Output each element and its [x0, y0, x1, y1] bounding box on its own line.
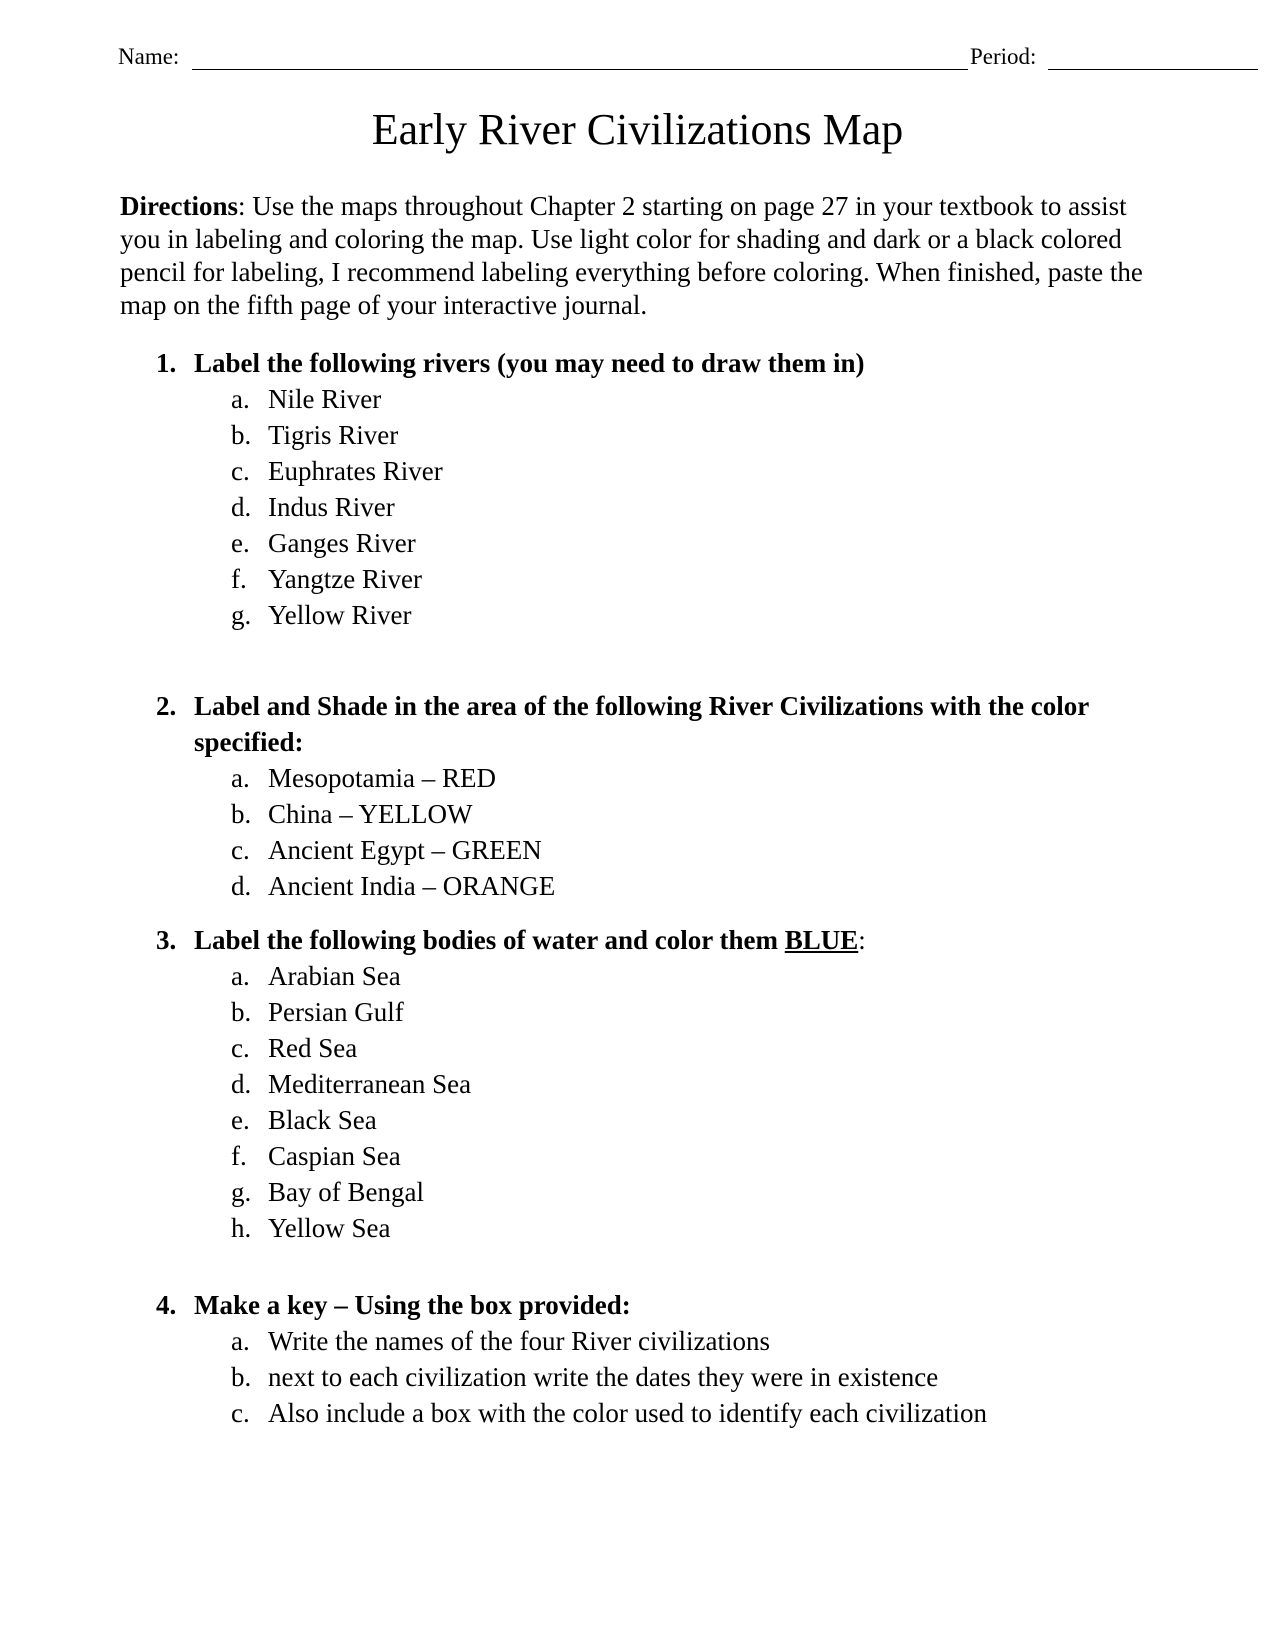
item-text: Arabian Sea [268, 961, 401, 991]
list-item [150, 1066, 1150, 1102]
item-letter: c. [231, 1033, 250, 1063]
item-text: Mediterranean Sea [268, 1069, 472, 1099]
section-rivers [150, 345, 1150, 633]
directions-paragraph [120, 190, 1170, 322]
heading-suffix: : [858, 925, 866, 955]
list-item [150, 561, 1150, 597]
item-text: Euphrates River [268, 456, 443, 486]
period-label: Period: [970, 44, 1037, 69]
item-text: Black Sea [268, 1105, 377, 1135]
section-civilizations [150, 688, 1150, 904]
list-item [150, 1359, 1150, 1395]
item-letter: f. [231, 564, 247, 594]
item-letter: a. [231, 384, 250, 414]
list-item [150, 1210, 1150, 1246]
key-instructions-list [150, 1323, 1150, 1431]
list-item [150, 597, 1150, 633]
item-text: Persian Gulf [268, 997, 404, 1027]
list-item [150, 868, 1150, 904]
item-letter: d. [231, 1069, 252, 1099]
blue-emphasis: BLUE [784, 925, 859, 955]
list-item [150, 525, 1150, 561]
water-bodies-list [150, 958, 1150, 1246]
item-letter: d. [231, 492, 252, 522]
section-heading-text: Label the following rivers (you may need to draw them in) [194, 348, 865, 378]
item-text: Indus River [268, 492, 395, 522]
section-heading [150, 922, 1150, 958]
item-letter: h. [231, 1213, 252, 1243]
item-letter: a. [231, 961, 250, 991]
list-item [150, 1030, 1150, 1066]
item-letter: a. [231, 763, 250, 793]
section-heading [150, 1287, 1150, 1323]
page-title: Early River Civilizations Map [371, 105, 904, 154]
list-item [150, 994, 1150, 1030]
item-letter: b. [231, 1362, 252, 1392]
section-number: 2. [156, 691, 177, 721]
item-letter: g. [231, 600, 252, 630]
civilizations-list [150, 760, 1150, 904]
directions-text: : Use the maps throughout Chapter 2 starting on page 27 in your textbook to assist you in labeling and coloring the map. Use light color for shading and dark or a black colored pencil for labeling, I recommend labeling everything before coloring. When finished, paste the map on the fifth page of your interactive journal. [120, 191, 1143, 320]
item-text: Yellow Sea [268, 1213, 391, 1243]
item-text: Ancient India – ORANGE [268, 871, 556, 901]
item-text: Mesopotamia – RED [268, 763, 496, 793]
list-item [150, 796, 1150, 832]
item-letter: g. [231, 1177, 252, 1207]
list-item [150, 1323, 1150, 1359]
list-item [150, 1138, 1150, 1174]
item-letter: c. [231, 835, 250, 865]
item-letter: d. [231, 871, 252, 901]
item-letter: a. [231, 1326, 250, 1356]
rivers-list [150, 381, 1150, 633]
section-heading [150, 345, 1150, 381]
item-text: Caspian Sea [268, 1141, 401, 1171]
section-bodies-of-water [150, 922, 1150, 1246]
section-heading-text: Label and Shade in the area of the following River Civilizations with the color specified: [194, 691, 1089, 757]
item-text: Ganges River [268, 528, 416, 558]
item-text: next to each civilization write the dates they were in existence [268, 1362, 939, 1392]
item-letter: e. [231, 528, 250, 558]
list-item [150, 381, 1150, 417]
section-number: 1. [156, 348, 177, 378]
item-text: China – YELLOW [268, 799, 473, 829]
item-letter: c. [231, 1398, 250, 1428]
item-text: Red Sea [268, 1033, 358, 1063]
list-item [150, 453, 1150, 489]
list-item [150, 1102, 1150, 1138]
item-text: Bay of Bengal [268, 1177, 424, 1207]
section-heading-text: Label the following bodies of water and color them [194, 925, 785, 955]
item-letter: b. [231, 997, 252, 1027]
list-item [150, 1395, 1150, 1431]
item-text: Yangtze River [268, 564, 422, 594]
period-blank-line [1048, 69, 1258, 70]
item-text: Ancient Egypt – GREEN [268, 835, 542, 865]
list-item [150, 958, 1150, 994]
item-text: Tigris River [268, 420, 399, 450]
item-text: Also include a box with the color used to identify each civilization [268, 1398, 988, 1428]
name-blank-line [192, 69, 968, 70]
item-letter: e. [231, 1105, 250, 1135]
item-text: Yellow River [268, 600, 412, 630]
list-item [150, 760, 1150, 796]
student-header [118, 44, 1138, 78]
section-heading-text: Make a key – Using the box provided: [194, 1290, 631, 1320]
section-heading [150, 688, 1150, 760]
item-letter: b. [231, 420, 252, 450]
section-number: 3. [156, 925, 177, 955]
name-label: Name: [118, 44, 180, 69]
directions-label: Directions [120, 191, 238, 221]
section-number: 4. [156, 1290, 177, 1320]
list-item [150, 1174, 1150, 1210]
list-item [150, 489, 1150, 525]
item-text: Write the names of the four River civilizations [268, 1326, 771, 1356]
list-item [150, 417, 1150, 453]
item-letter: b. [231, 799, 252, 829]
list-item [150, 832, 1150, 868]
item-letter: f. [231, 1141, 247, 1171]
section-make-key [150, 1287, 1150, 1431]
item-letter: c. [231, 456, 250, 486]
item-text: Nile River [268, 384, 382, 414]
